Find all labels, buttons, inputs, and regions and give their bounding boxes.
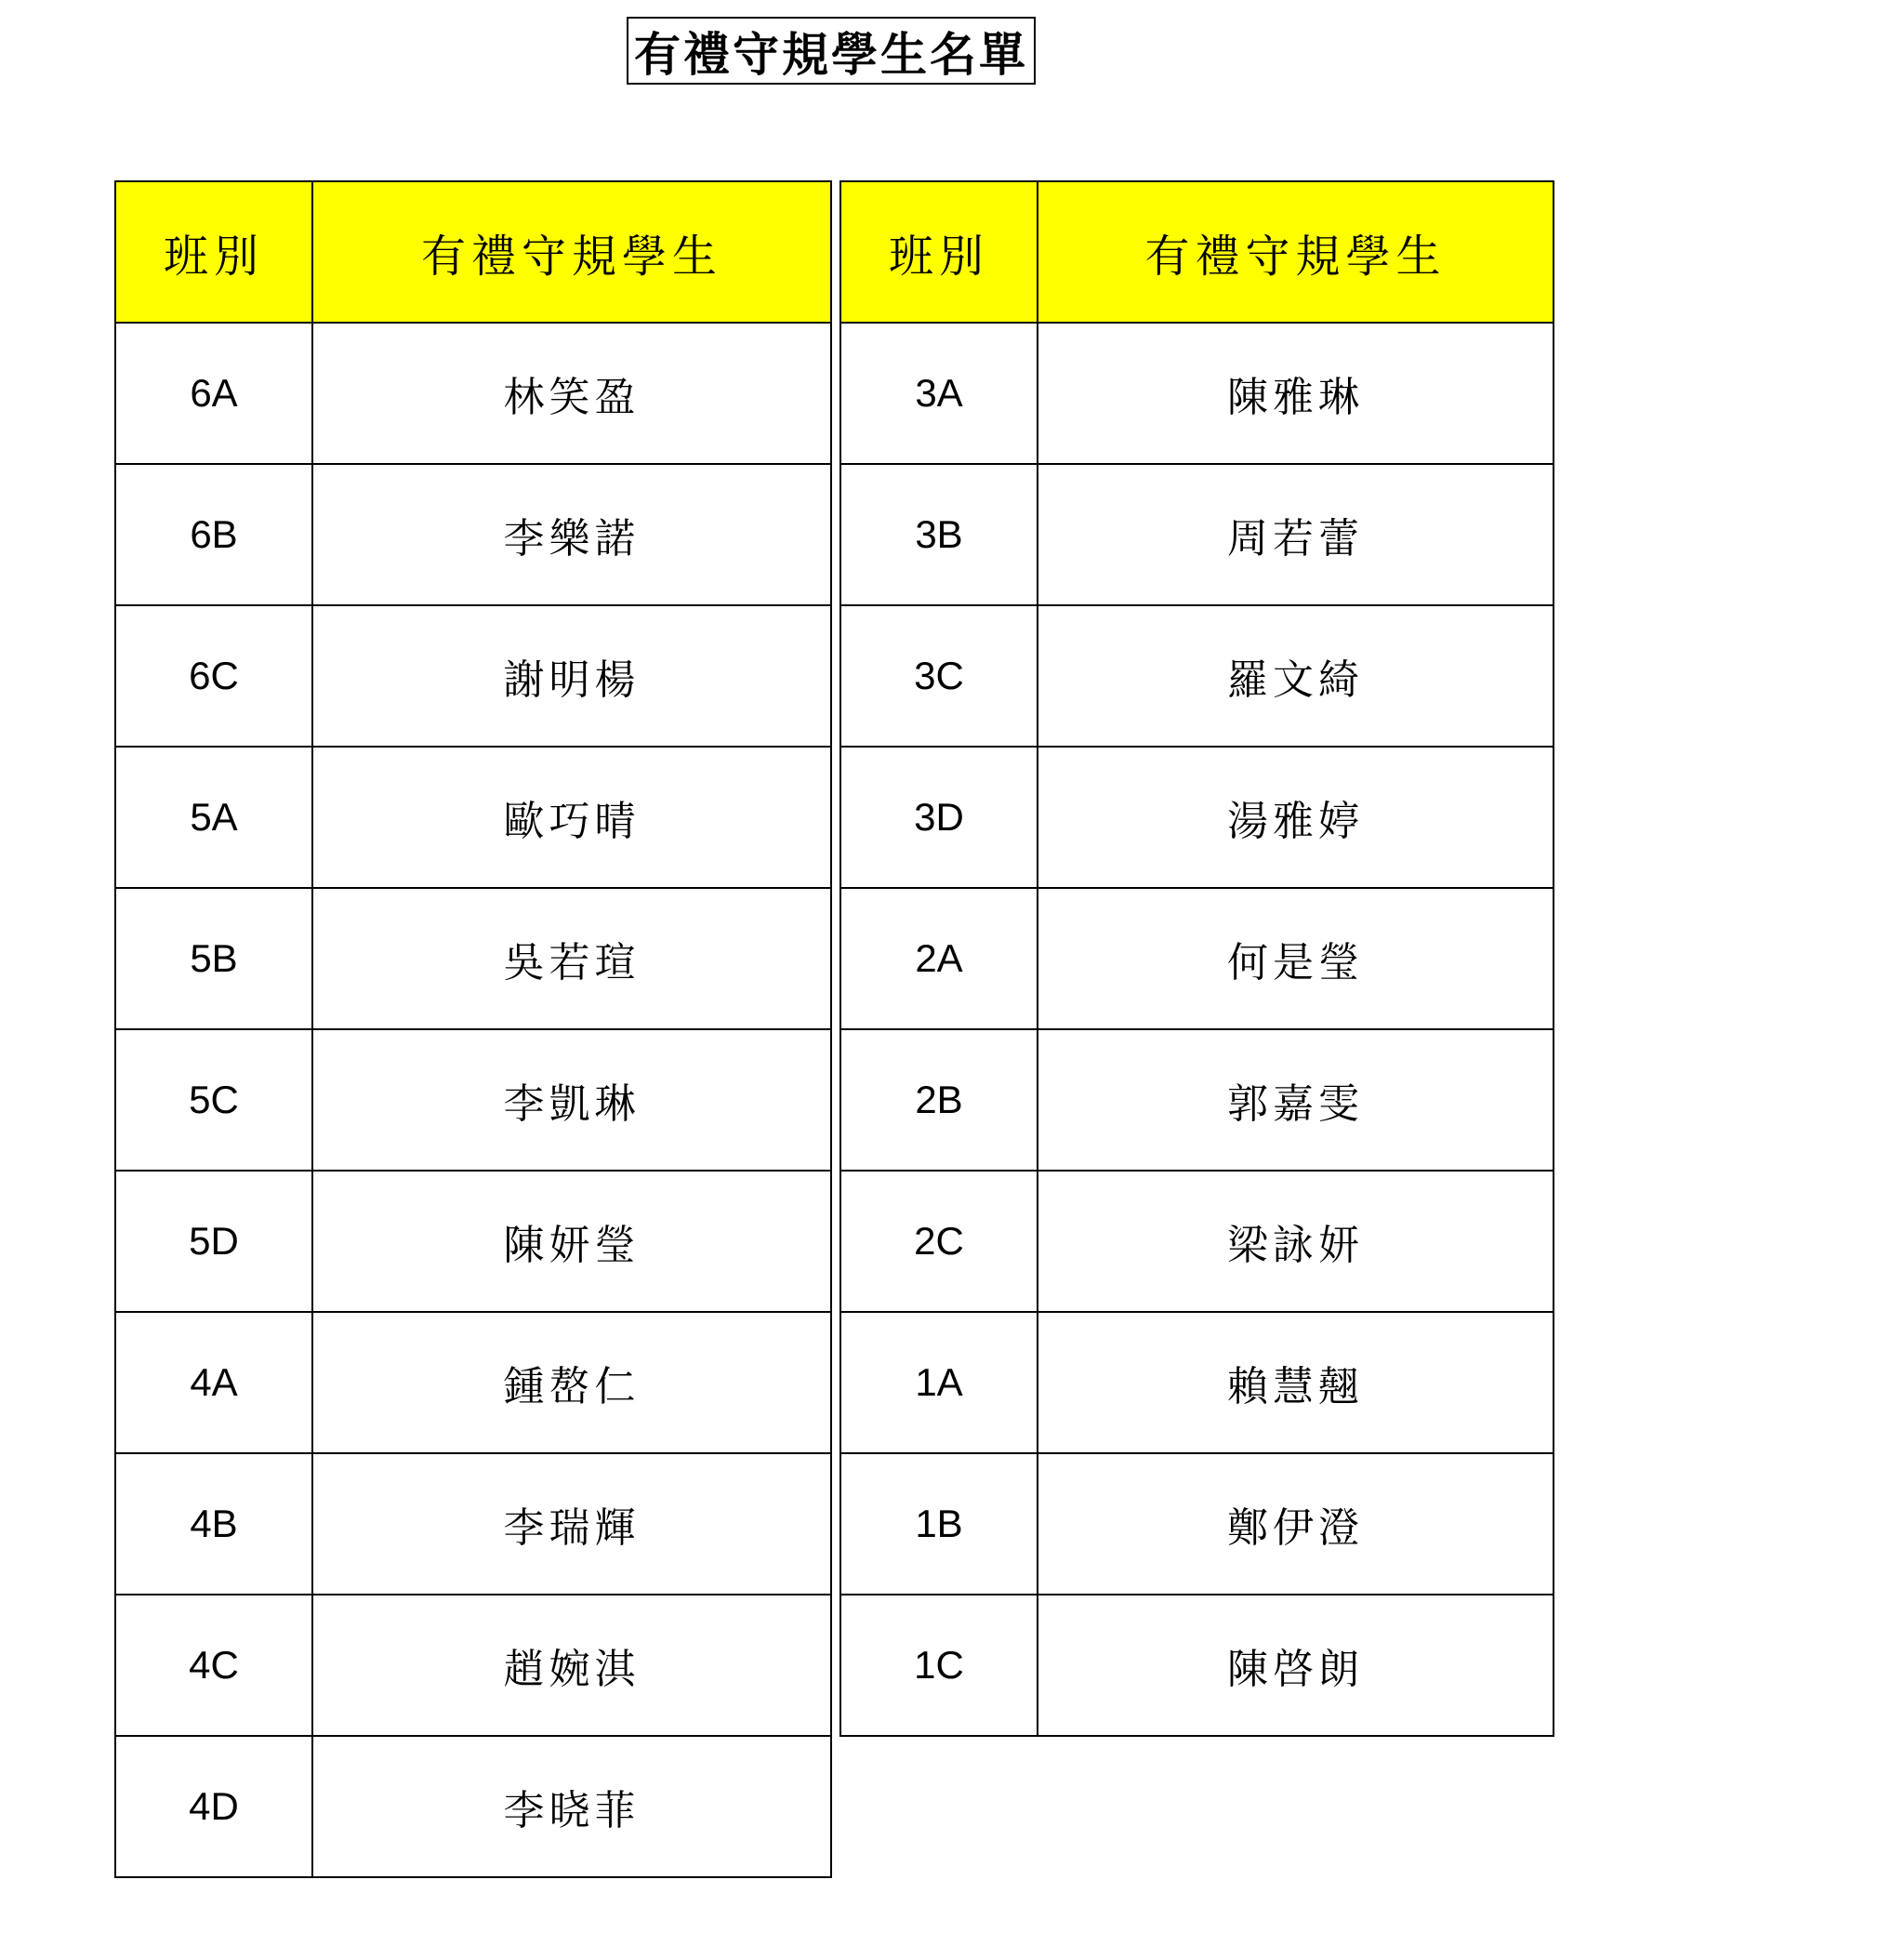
table-row bbox=[115, 1171, 831, 1312]
table-row bbox=[840, 323, 1554, 464]
class-cell: 4C bbox=[115, 1595, 312, 1736]
class-cell: 3D bbox=[840, 747, 1038, 888]
student-name-cell: 賴慧翹 bbox=[1038, 1312, 1554, 1453]
student-name-cell: 趙婉淇 bbox=[312, 1595, 831, 1736]
class-cell: 4D bbox=[115, 1736, 312, 1877]
student-name-cell: 湯雅婷 bbox=[1038, 747, 1554, 888]
student-name-cell: 周若蕾 bbox=[1038, 464, 1554, 605]
table-row bbox=[115, 1736, 831, 1877]
student-name-cell: 李樂諾 bbox=[312, 464, 831, 605]
student-name-cell: 吳若瑄 bbox=[312, 888, 831, 1029]
class-cell: 2A bbox=[840, 888, 1038, 1029]
table-row bbox=[840, 464, 1554, 605]
student-name-cell: 鄭伊澄 bbox=[1038, 1453, 1554, 1595]
class-cell: 2B bbox=[840, 1029, 1038, 1171]
class-cell: 5B bbox=[115, 888, 312, 1029]
student-name-cell: 陳妍瑩 bbox=[312, 1171, 831, 1312]
table-row bbox=[840, 888, 1554, 1029]
table-row bbox=[115, 323, 831, 464]
table-row bbox=[840, 747, 1554, 888]
page-title: 有禮守規學生名單 bbox=[627, 17, 1036, 85]
class-cell: 1B bbox=[840, 1453, 1038, 1595]
table-row bbox=[840, 1595, 1554, 1736]
class-cell: 3A bbox=[840, 323, 1038, 464]
student-name-cell: 李凱琳 bbox=[312, 1029, 831, 1171]
table-row bbox=[840, 605, 1554, 747]
column-header-class: 班別 bbox=[115, 181, 312, 323]
student-name-cell: 何是瑩 bbox=[1038, 888, 1554, 1029]
class-cell: 3C bbox=[840, 605, 1038, 747]
student-name-cell: 歐巧晴 bbox=[312, 747, 831, 888]
class-cell: 5D bbox=[115, 1171, 312, 1312]
class-cell: 6B bbox=[115, 464, 312, 605]
class-cell: 6A bbox=[115, 323, 312, 464]
table-row bbox=[115, 605, 831, 747]
student-name-cell: 陳雅琳 bbox=[1038, 323, 1554, 464]
table-row bbox=[840, 1029, 1554, 1171]
class-cell: 5C bbox=[115, 1029, 312, 1171]
table-row bbox=[115, 1029, 831, 1171]
student-name-cell: 梁詠妍 bbox=[1038, 1171, 1554, 1312]
class-cell: 4A bbox=[115, 1312, 312, 1453]
student-name-cell: 林笑盈 bbox=[312, 323, 831, 464]
table-row bbox=[115, 888, 831, 1029]
student-name-cell: 羅文綺 bbox=[1038, 605, 1554, 747]
class-cell: 1A bbox=[840, 1312, 1038, 1453]
table-row bbox=[840, 1453, 1554, 1595]
roster-table-right bbox=[840, 180, 1554, 1737]
table-row bbox=[840, 1312, 1554, 1453]
class-cell: 6C bbox=[115, 605, 312, 747]
class-cell: 3B bbox=[840, 464, 1038, 605]
student-name-cell: 郭嘉雯 bbox=[1038, 1029, 1554, 1171]
table-row bbox=[115, 464, 831, 605]
table-row bbox=[115, 747, 831, 888]
student-name-cell: 陳啓朗 bbox=[1038, 1595, 1554, 1736]
table-row bbox=[115, 1312, 831, 1453]
class-cell: 5A bbox=[115, 747, 312, 888]
column-header-student: 有禮守規學生 bbox=[1038, 181, 1554, 323]
student-name-cell: 謝明楊 bbox=[312, 605, 831, 747]
student-name-cell: 李瑞輝 bbox=[312, 1453, 831, 1595]
class-cell: 1C bbox=[840, 1595, 1038, 1736]
class-cell: 2C bbox=[840, 1171, 1038, 1312]
class-cell: 4B bbox=[115, 1453, 312, 1595]
table-header-row bbox=[115, 181, 831, 323]
student-name-cell: 李晓菲 bbox=[312, 1736, 831, 1877]
column-header-class: 班別 bbox=[840, 181, 1038, 323]
table-header-row bbox=[840, 181, 1554, 323]
table-row bbox=[115, 1453, 831, 1595]
table-row bbox=[840, 1171, 1554, 1312]
column-header-student: 有禮守規學生 bbox=[312, 181, 831, 323]
student-name-cell: 鍾嶅仁 bbox=[312, 1312, 831, 1453]
table-row bbox=[115, 1595, 831, 1736]
roster-table-left bbox=[114, 180, 832, 1878]
